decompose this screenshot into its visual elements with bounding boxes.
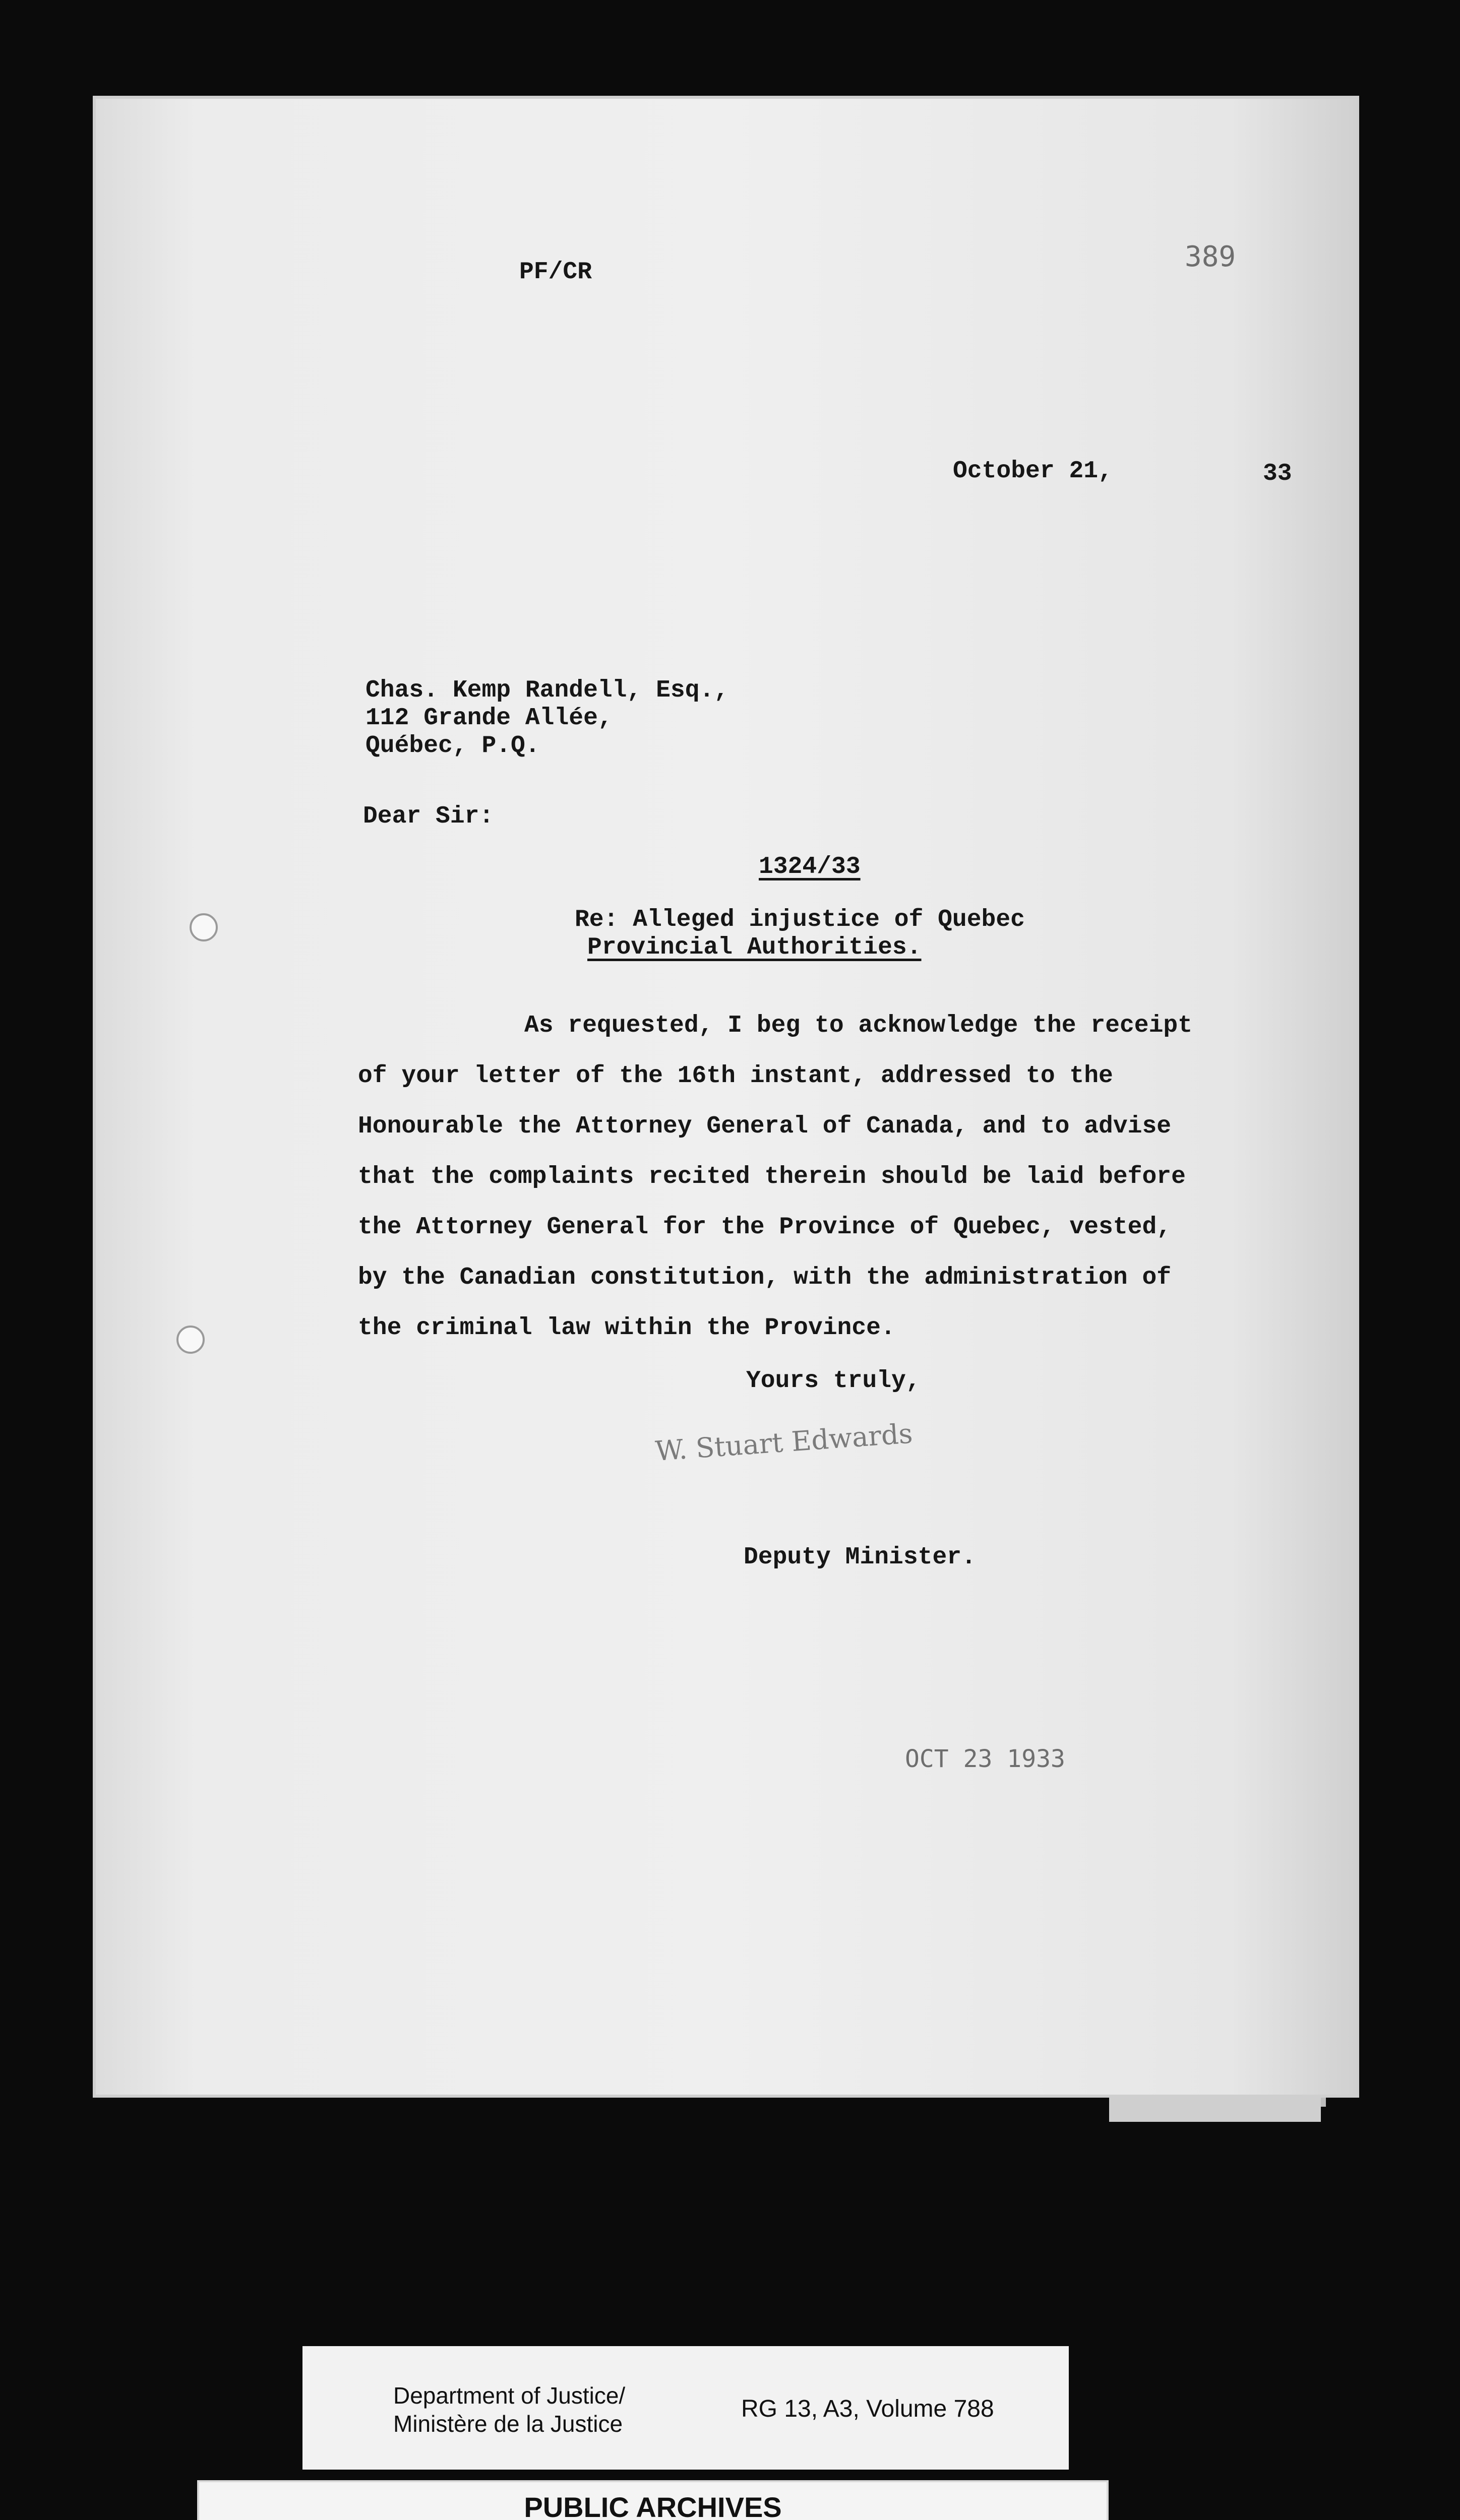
body-line: the Attorney General for the Province of Quebec, vested, <box>358 1214 1172 1241</box>
received-date-stamp: OCT 23 1933 <box>905 1745 1065 1773</box>
salutation: Dear Sir: <box>363 803 494 830</box>
body-line: As requested, I beg to acknowledge the receipt <box>524 1012 1193 1039</box>
body-line: Honourable the Attorney General of Canada, and to advise <box>358 1113 1172 1140</box>
recipient-city: Québec, P.Q. <box>366 732 540 760</box>
subject-line-2: Provincial Authorities. <box>587 934 922 961</box>
recipient-name: Chas. Kemp Randell, Esq., <box>366 677 729 704</box>
file-number: 1324/33 <box>759 853 861 880</box>
page-number-stamp: 389 <box>1185 240 1236 273</box>
department-en: Department of Justice/ <box>393 2382 626 2409</box>
recipient-street: 112 Grande Allée, <box>366 705 613 732</box>
subject-line-1: Re: Alleged injustice of Quebec <box>575 906 1025 933</box>
body-line: by the Canadian constitution, with the administration of <box>358 1264 1172 1291</box>
closing: Yours truly, <box>746 1367 921 1395</box>
archives-line-en: PUBLIC ARCHIVES <box>524 2491 782 2520</box>
record-group-reference: RG 13, A3, Volume 788 <box>741 2396 994 2422</box>
punch-hole <box>176 1326 205 1354</box>
letter-year: 33 <box>1263 460 1292 487</box>
signature: W. Stuart Edwards <box>654 1417 914 1467</box>
signer-title: Deputy Minister. <box>744 1544 976 1571</box>
body-line: that the complaints recited therein should be laid before <box>358 1163 1186 1190</box>
body-line: the criminal law within the Province. <box>358 1314 895 1342</box>
department-fr: Ministère de la Justice <box>393 2411 623 2437</box>
letter-date: October 21, <box>953 458 1113 485</box>
body-line: of your letter of the 16th instant, addressed to the <box>358 1062 1113 1090</box>
reference-initials: PF/CR <box>519 259 592 286</box>
punch-hole <box>190 913 218 941</box>
